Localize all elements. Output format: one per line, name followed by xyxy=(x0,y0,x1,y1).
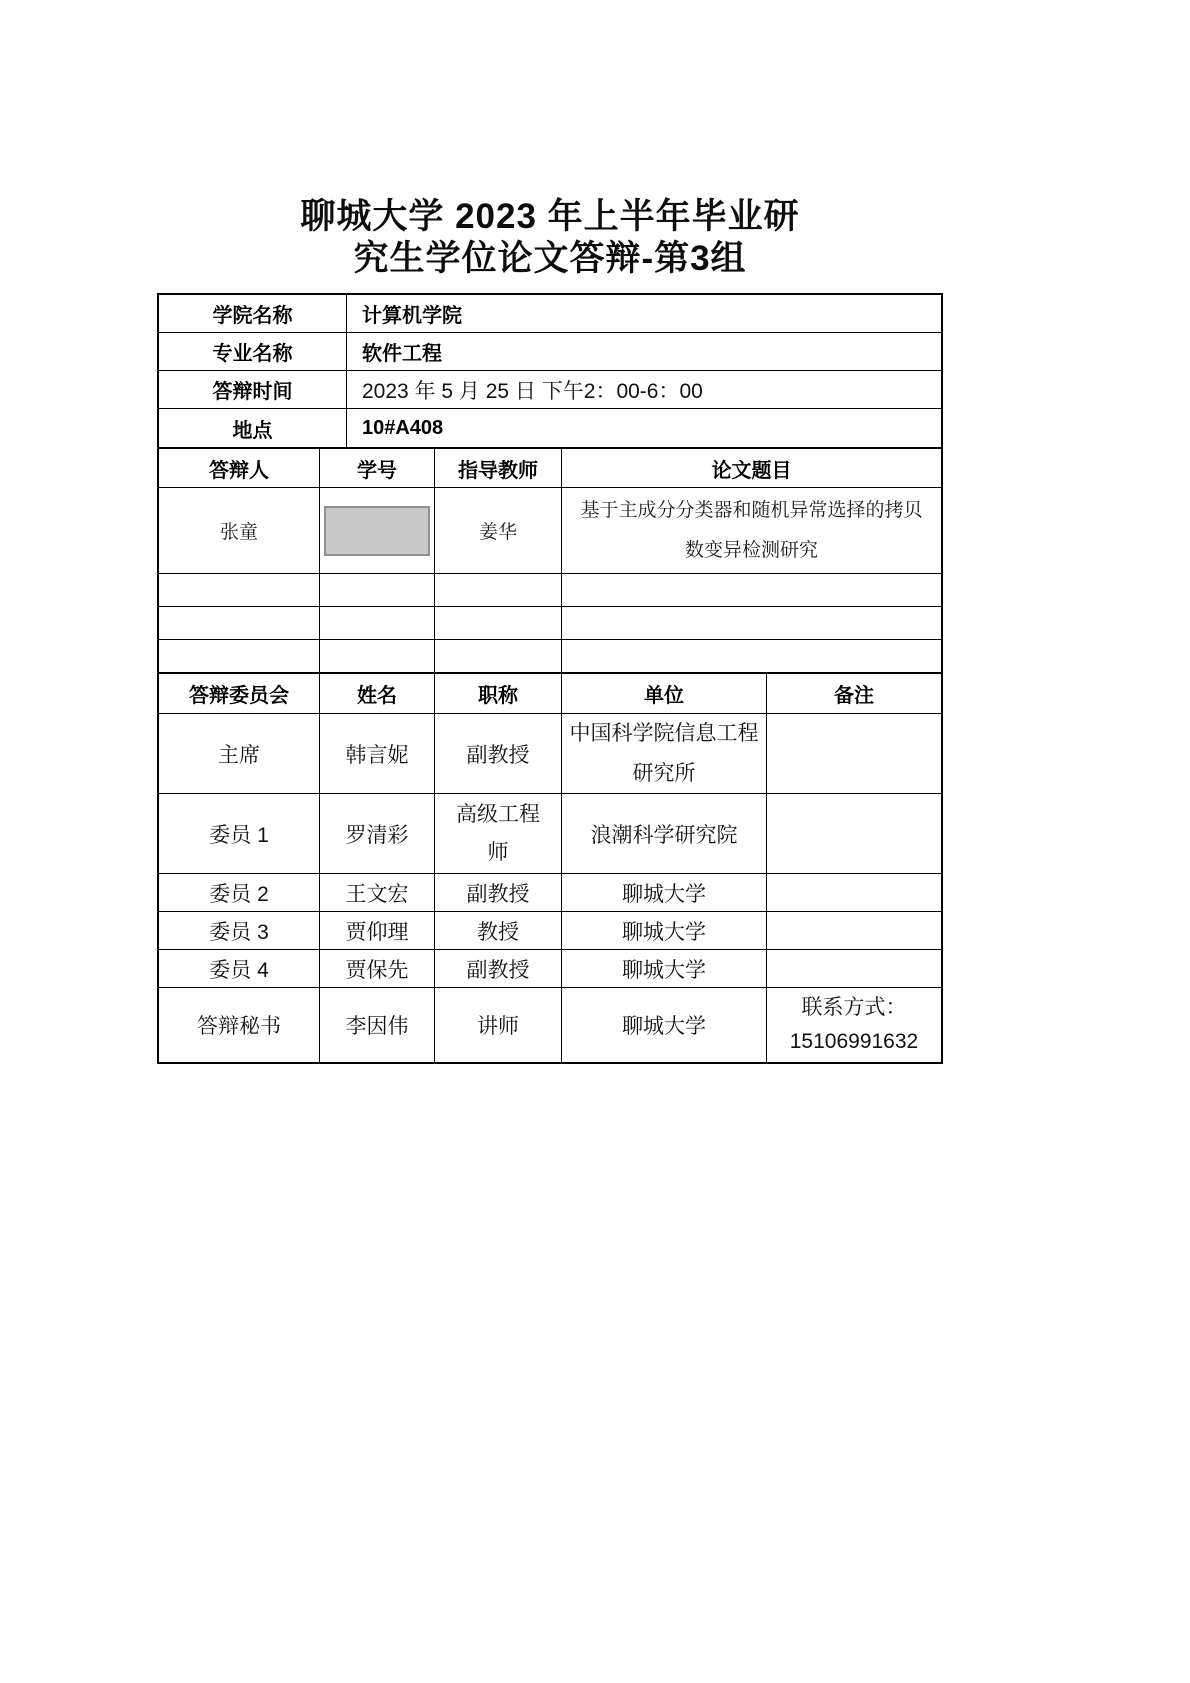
info-value-location: 10#A408 xyxy=(347,409,941,449)
empty-cell xyxy=(320,607,435,640)
defense-row xyxy=(159,488,941,574)
table-row xyxy=(159,333,941,371)
committee-name: 韩言妮 xyxy=(320,714,435,794)
empty-defense-row xyxy=(159,607,941,640)
info-value-time: 2023 年 5 月 25 日 下午2：00-6：00 xyxy=(347,371,941,409)
committee-row-chair xyxy=(159,714,941,794)
committee-title: 副教授 xyxy=(435,950,562,988)
committee-role: 委员 2 xyxy=(159,874,320,912)
empty-cell xyxy=(435,640,562,674)
empty-cell xyxy=(562,607,941,640)
committee-name: 贾保先 xyxy=(320,950,435,988)
committee-row-member-2 xyxy=(159,874,941,912)
committee-name: 罗清彩 xyxy=(320,794,435,874)
empty-cell xyxy=(159,607,320,640)
empty-cell xyxy=(320,640,435,674)
committee-note xyxy=(767,714,941,794)
committee-title-text: 高级工程师 xyxy=(456,802,540,864)
empty-cell xyxy=(159,574,320,607)
committee-title: 教授 xyxy=(435,912,562,950)
empty-cell xyxy=(435,607,562,640)
committee-org: 中国科学院信息工程研究所 xyxy=(562,714,767,794)
student-id-cell xyxy=(320,488,435,574)
committee-org: 聊城大学 xyxy=(562,912,767,950)
contact-phone-number: 15106991632 xyxy=(789,1030,919,1053)
committee-header-role: 答辩委员会 xyxy=(159,674,320,714)
committee-title: 副教授 xyxy=(435,874,562,912)
committee-name: 贾仰理 xyxy=(320,912,435,950)
committee-title: 讲师 xyxy=(435,988,562,1062)
candidate-name: 张童 xyxy=(159,488,320,574)
committee-row-member-1 xyxy=(159,794,941,874)
table-row xyxy=(159,409,941,449)
empty-cell xyxy=(562,574,941,607)
defense-header-student-id: 学号 xyxy=(320,449,435,488)
empty-cell xyxy=(159,640,320,674)
committee-org: 聊城大学 xyxy=(562,950,767,988)
committee-role: 委员 3 xyxy=(159,912,320,950)
committee-note xyxy=(767,912,941,950)
committee-name: 王文宏 xyxy=(320,874,435,912)
thesis-title-cell xyxy=(562,488,941,574)
secretary-contact-cell xyxy=(767,988,941,1062)
committee-header-org: 单位 xyxy=(562,674,767,714)
empty-defense-row xyxy=(159,574,941,607)
info-label-college: 学院名称 xyxy=(159,295,347,333)
info-value-major: 软件工程 xyxy=(347,333,941,371)
thesis-title-line-1: 基于主成分分类器和随机异常选择的拷贝 xyxy=(580,499,923,521)
empty-cell xyxy=(435,574,562,607)
committee-org: 聊城大学 xyxy=(562,874,767,912)
table-row xyxy=(159,295,941,333)
contact-label: 联系方式： xyxy=(801,996,907,1019)
committee-header-title: 职称 xyxy=(435,674,562,714)
info-label-time: 答辩时间 xyxy=(159,371,347,409)
defense-header-advisor: 指导教师 xyxy=(435,449,562,488)
empty-cell xyxy=(320,574,435,607)
committee-role: 委员 1 xyxy=(159,794,320,874)
page-title-line-1: 聊城大学 2023 年上半年毕业研 xyxy=(300,197,800,236)
committee-note xyxy=(767,874,941,912)
committee-role: 答辩秘书 xyxy=(159,988,320,1062)
defense-info-table xyxy=(157,293,943,1064)
info-value-college: 计算机学院 xyxy=(347,295,941,333)
committee-role: 主席 xyxy=(159,714,320,794)
committee-role: 委员 4 xyxy=(159,950,320,988)
defense-header-thesis-title: 论文题目 xyxy=(562,449,941,488)
redacted-student-id-box xyxy=(324,506,430,556)
info-label-major: 专业名称 xyxy=(159,333,347,371)
committee-note xyxy=(767,950,941,988)
committee-org: 浪潮科学研究院 xyxy=(562,794,767,874)
committee-note xyxy=(767,794,941,874)
committee-name: 李因伟 xyxy=(320,988,435,1062)
page-title-line-2: 究生学位论文答辩-第3组 xyxy=(353,239,747,278)
committee-org: 聊城大学 xyxy=(562,988,767,1062)
empty-defense-row xyxy=(159,640,941,674)
committee-row-member-4 xyxy=(159,950,941,988)
committee-row-secretary xyxy=(159,988,941,1062)
info-label-location: 地点 xyxy=(159,409,347,449)
thesis-title-line-2: 数变异检测研究 xyxy=(684,539,818,561)
defense-header-candidate: 答辩人 xyxy=(159,449,320,488)
committee-title xyxy=(435,794,562,874)
committee-header-note: 备注 xyxy=(767,674,941,714)
committee-row-member-3 xyxy=(159,912,941,950)
committee-title: 副教授 xyxy=(435,714,562,794)
advisor-name: 姜华 xyxy=(435,488,562,574)
committee-header-row xyxy=(159,674,941,714)
page-title xyxy=(157,196,943,280)
defense-header-row xyxy=(159,449,941,488)
empty-cell xyxy=(562,640,941,674)
committee-header-name: 姓名 xyxy=(320,674,435,714)
table-row xyxy=(159,371,941,409)
